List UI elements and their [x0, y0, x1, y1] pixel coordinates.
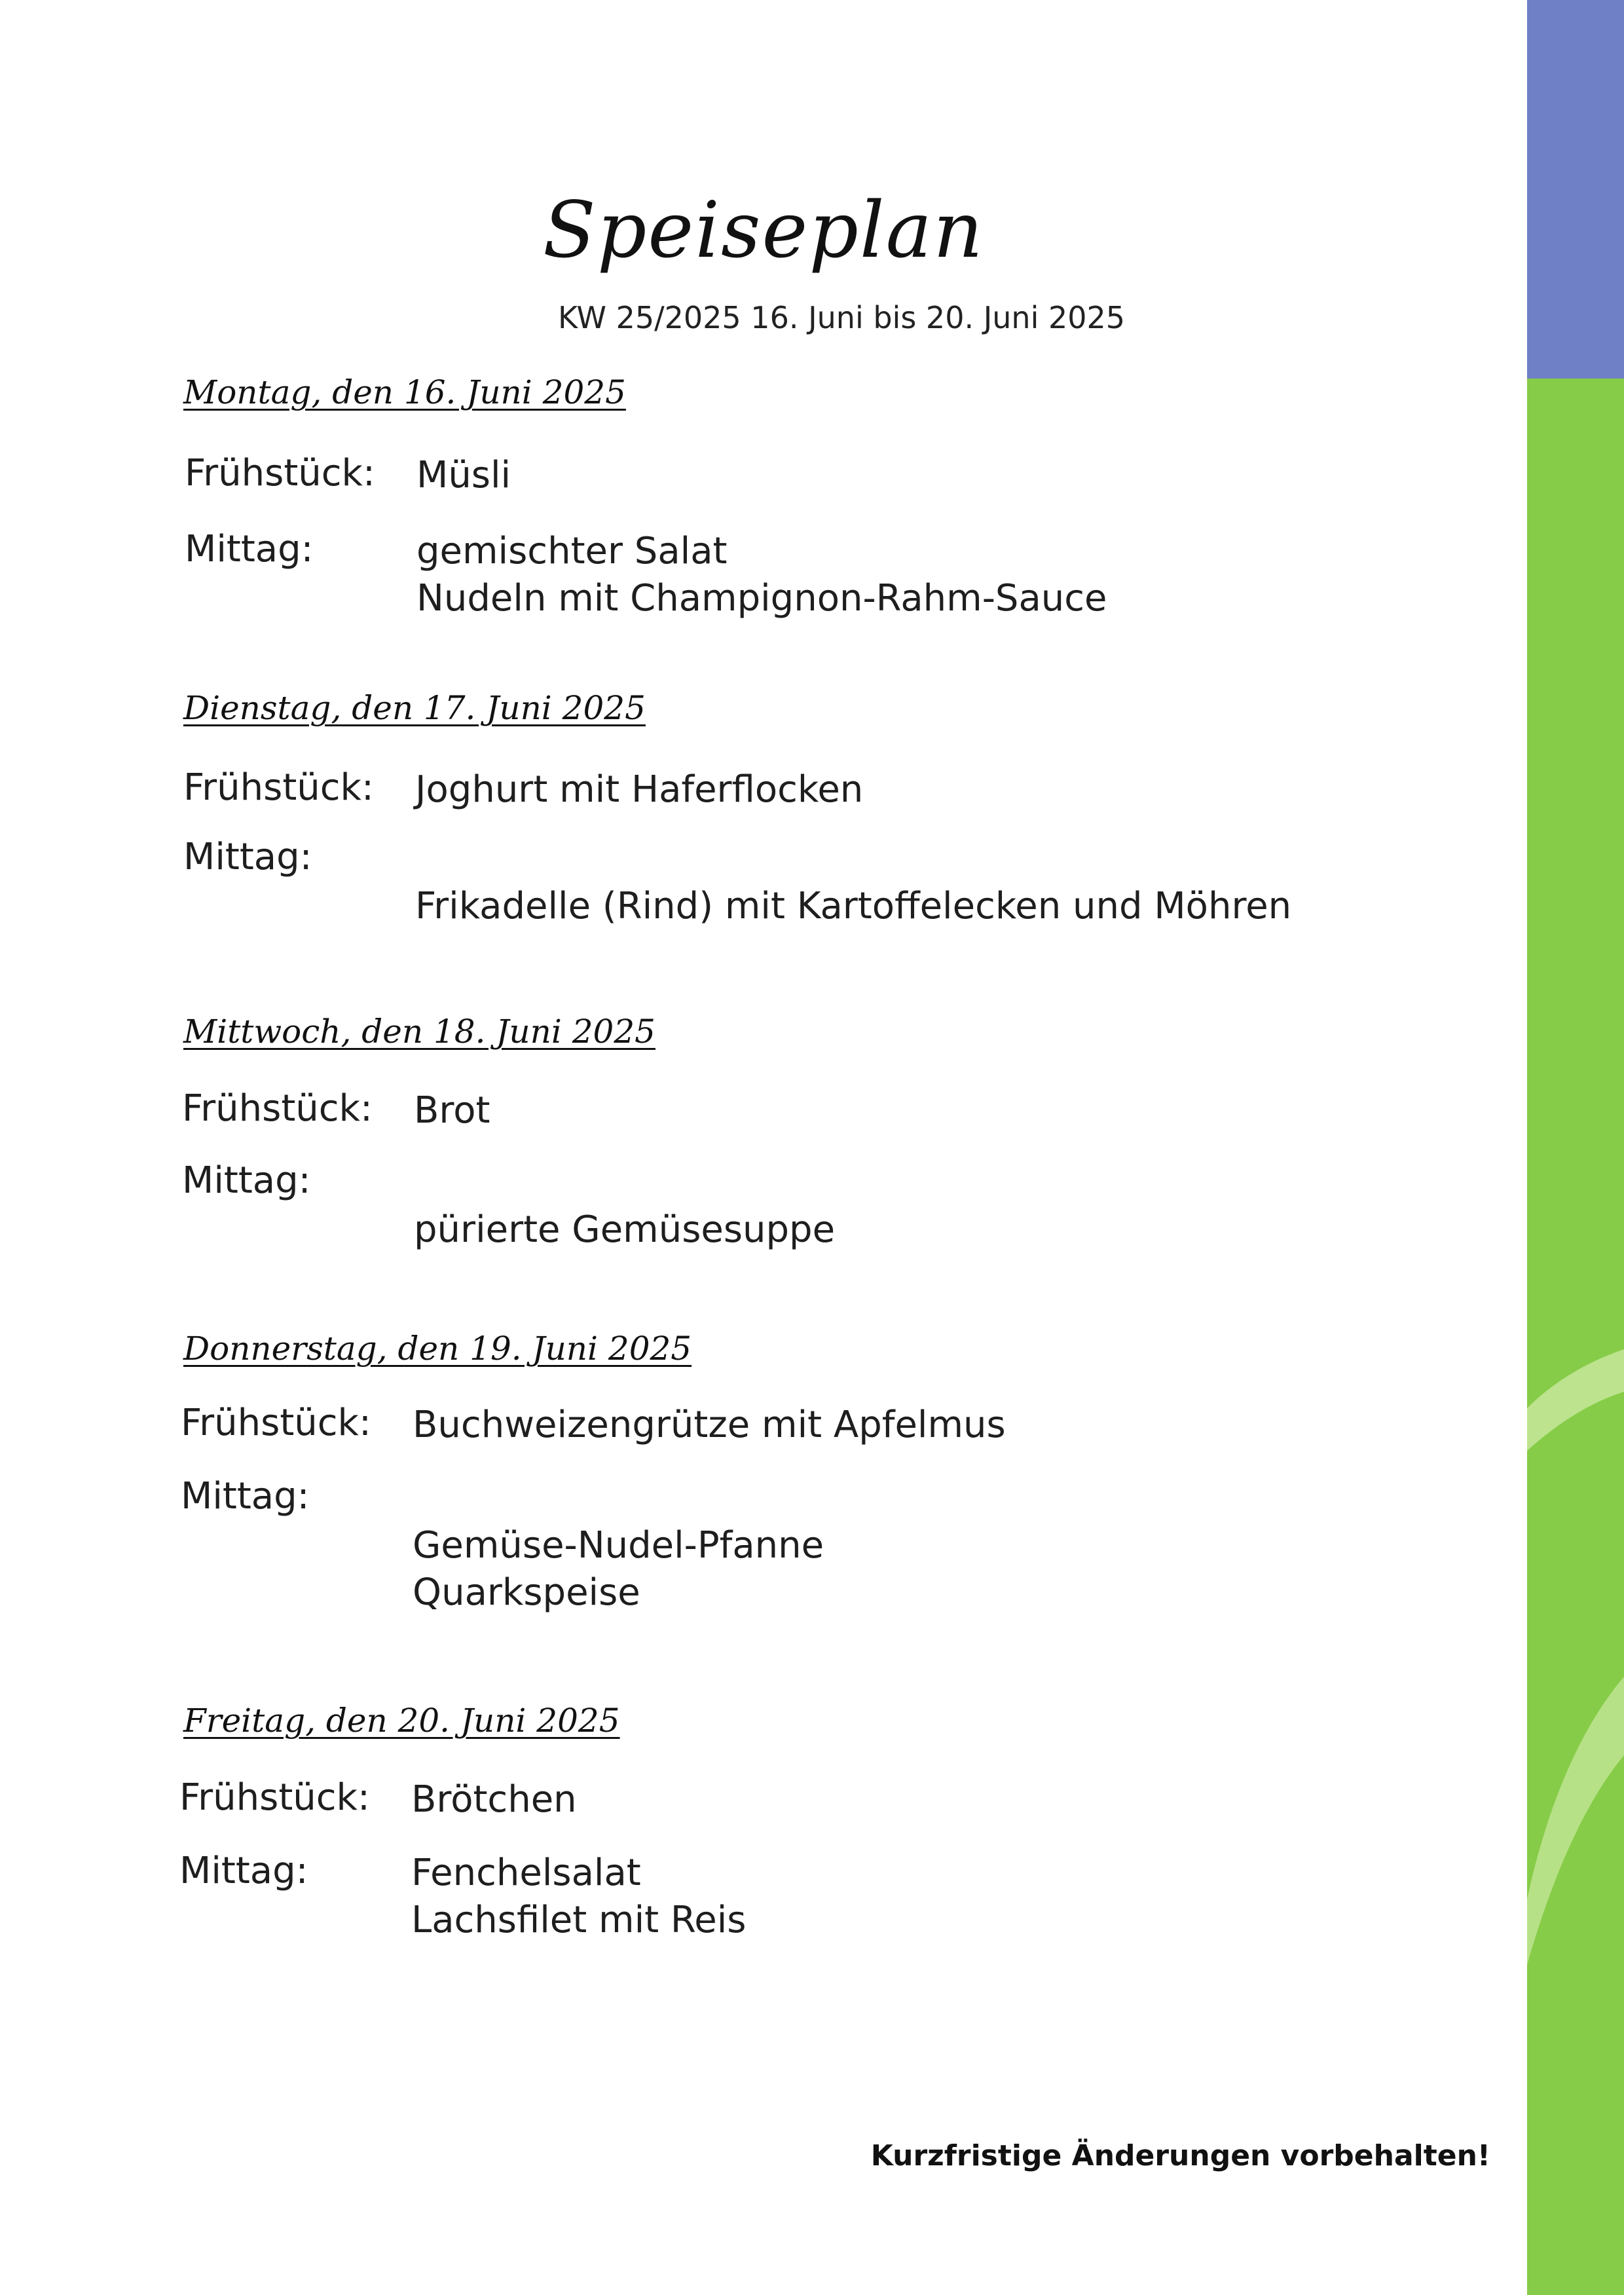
day-block-wednesday [183, 1013, 655, 1051]
week-subtitle: KW 25/2025 16. Juni bis 20. Juni 2025 [557, 300, 1126, 335]
breakfast-label: Frühstück: [185, 452, 375, 494]
lunch-label: Mittag: [181, 1475, 310, 1518]
stripe-swoosh-shape [1527, 0, 1624, 2295]
lunch-item [413, 1475, 824, 1522]
lunch-label: Mittag: [185, 528, 314, 570]
day-block-friday [183, 1702, 620, 1740]
breakfast-item: Joghurt mit Haferflocken [415, 768, 864, 811]
lunch-item: Nudeln mit Champignon-Rahm-Sauce [416, 577, 1107, 620]
day-block-monday [183, 373, 626, 411]
breakfast-label: Frühstück: [183, 766, 374, 809]
footer-note: Kurzfristige Änderungen vorbehalten! [870, 2139, 1490, 2173]
side-stripe [1527, 0, 1624, 2295]
day-heading: Dienstag, den 17. Juni 2025 [183, 689, 646, 727]
breakfast-item: Brot [414, 1089, 490, 1132]
breakfast-item: Müsli [416, 454, 511, 496]
lunch-item: Frikadelle (Rind) mit Kartoffelecken und Möhren [415, 885, 1292, 927]
day-block-thursday [183, 1330, 692, 1368]
day-heading: Donnerstag, den 19. Juni 2025 [183, 1330, 692, 1368]
day-heading: Freitag, den 20. Juni 2025 [183, 1702, 620, 1740]
day-block-tuesday [183, 689, 646, 727]
lunch-item [414, 1159, 835, 1206]
day-heading: Montag, den 16. Juni 2025 [183, 373, 626, 411]
breakfast-label: Frühstück: [181, 1402, 371, 1444]
lunch-item: gemischter Salat [416, 530, 728, 572]
breakfast-label: Frühstück: [182, 1087, 373, 1130]
day-heading: Mittwoch, den 18. Juni 2025 [183, 1013, 655, 1051]
lunch-item: Gemüse-Nudel-Pfanne [413, 1524, 824, 1567]
lunch-label: Mittag: [182, 1159, 311, 1202]
lunch-item: Lachsfilet mit Reis [411, 1899, 747, 1941]
lunch-item: Quarkspeise [413, 1571, 640, 1614]
lunch-label: Mittag: [183, 836, 312, 878]
page-title: Speiseplan [543, 185, 984, 275]
breakfast-label: Frühstück: [179, 1776, 370, 1819]
lunch-label: Mittag: [179, 1850, 308, 1892]
lunch-item: Fenchelsalat [411, 1852, 641, 1894]
breakfast-item: Brötchen [411, 1778, 577, 1821]
lunch-item: pürierte Gemüsesuppe [414, 1208, 836, 1251]
lunch-item [415, 836, 1291, 883]
breakfast-item: Buchweizengrütze mit Apfelmus [413, 1404, 1006, 1446]
